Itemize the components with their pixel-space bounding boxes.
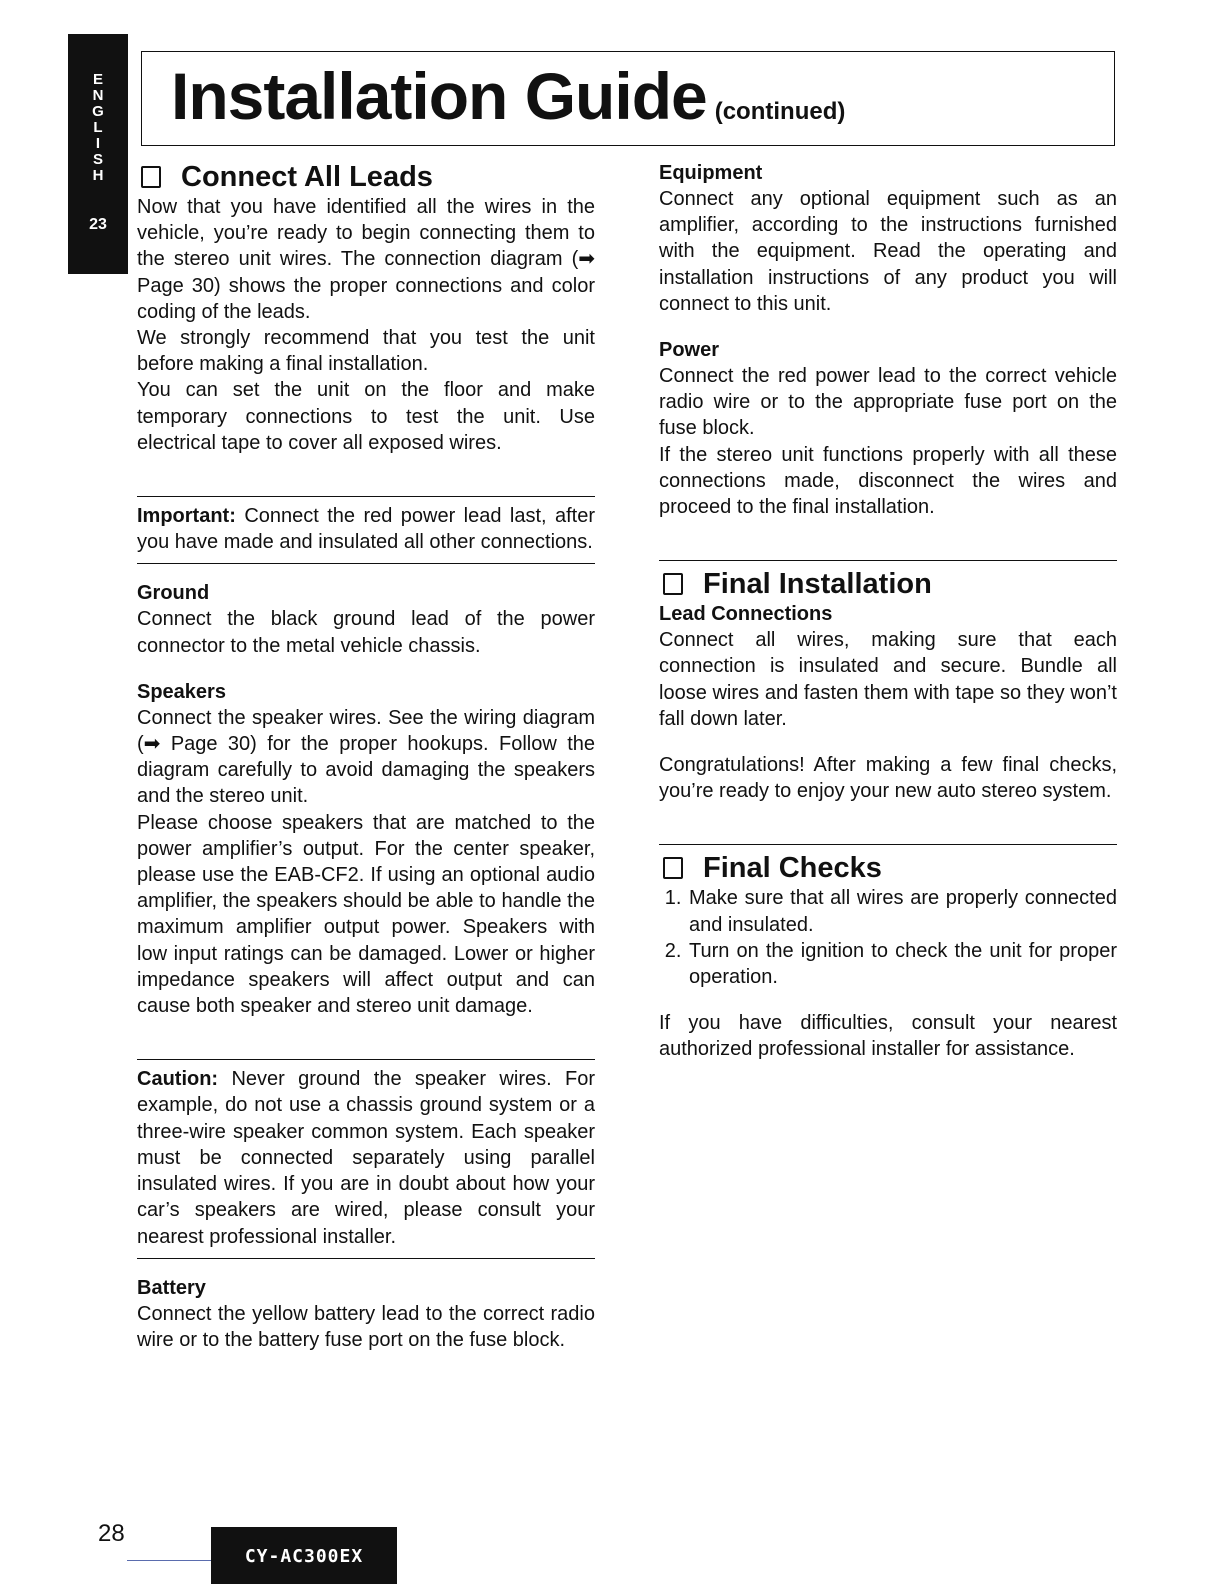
footer-line: [127, 1560, 213, 1561]
title-box: [141, 51, 1115, 146]
caution-text: Never ground the speaker wires. For example, do not use a chassis ground system or a three-wire speaker common system. Each speaker must be connected separately using parallel insulated wires. If you are in doubt about how your car’s speakers are wired, please consult your nearest professional installer.: [137, 1068, 596, 1248]
language-letter: S: [92, 151, 103, 168]
page-title: [171, 54, 845, 154]
paragraph: If you have difficulties, consult your nearest authorized professional installer for assistance.: [659, 1012, 1117, 1061]
divider: [137, 563, 595, 564]
checks-list: [659, 885, 1117, 990]
subheading-equipment: Equipment: [659, 162, 763, 184]
divider: [137, 496, 595, 497]
language-letter: L: [93, 119, 103, 136]
section-heading-final-installation: [659, 567, 1117, 601]
section-heading-connect-all-leads: [137, 160, 595, 194]
section-heading-final-checks: [659, 851, 1117, 885]
important-note: [137, 503, 595, 555]
page-number: 28: [98, 1520, 125, 1547]
important-text: Connect the red power lead last, after you have made and insulated all other connections.: [137, 505, 595, 554]
paragraph: Connect the yellow battery lead to the correct radio wire or to the battery fuse port on the fuse block.: [137, 1302, 595, 1351]
divider: [137, 1059, 595, 1060]
checkbox-icon: [663, 573, 683, 595]
paragraph: You can set the unit on the floor and make temporary connections to test the unit. Use electrical tape to cover all exposed wires.: [137, 379, 595, 454]
left-column: [137, 160, 595, 1353]
paragraph: Now that you have identified all the wires in the vehicle, you’re ready to begin connecting them to the stereo unit wires. The connection diagram (➡ Page 30) shows the proper connections and color coding of the leads.: [137, 196, 595, 323]
section-heading-text: Final Checks: [703, 852, 882, 885]
subheading-battery: Battery: [137, 1276, 206, 1299]
section-heading-text: Final Installation: [703, 568, 932, 601]
paragraph: Connect the black ground lead of the power connector to the metal vehicle chassis.: [137, 608, 595, 657]
important-label: Important:: [137, 505, 236, 528]
paragraph: Congratulations! After making a few final checks, you’re ready to enjoy your new auto stereo system.: [659, 754, 1117, 803]
page-title-text: Installation Guide: [171, 59, 707, 133]
right-column: [659, 160, 1117, 1063]
paragraph: We strongly recommend that you test the unit before making a final installation.: [137, 327, 595, 376]
model-badge: CY-AC300EX: [211, 1527, 397, 1584]
paragraph: Connect the red power lead to the correct vehicle radio wire or to the appropriate fuse port on the fuse block.: [659, 365, 1117, 440]
language-letter: I: [95, 135, 101, 152]
language-letters: [68, 72, 128, 184]
paragraph: Connect the speaker wires. See the wiring diagram (➡ Page 30) for the proper hookups. Follow the diagram carefully to avoid damaging the speakers and the stereo unit.: [137, 706, 595, 808]
section-number: 23: [89, 216, 107, 233]
caution-label: Caution:: [137, 1068, 219, 1091]
subheading-power: Power: [659, 339, 720, 362]
language-letter: G: [92, 103, 104, 120]
page-subtitle: (continued): [714, 98, 846, 125]
language-tab: [68, 34, 128, 274]
divider: [659, 560, 1117, 561]
list-item: 1. Make sure that all wires are properly connected and insulated.: [687, 885, 1117, 937]
paragraph: Connect all wires, making sure that each connection is insulated and secure. Bundle all loose wires and fasten them with tape so they won’t fall down later.: [659, 629, 1117, 730]
divider: [659, 844, 1117, 845]
section-heading-text: Connect All Leads: [181, 161, 433, 193]
language-letter: E: [92, 71, 103, 88]
subheading-lead-connections: Lead Connections: [659, 603, 833, 626]
subheading-speakers: Speakers: [137, 680, 226, 703]
paragraph: Please choose speakers that are matched to the power amplifier’s output. For the center speaker, please use the EAB-CF2. If using an optional audio amplifier, the speakers should be able to handle the maximum amplifier output power. Speakers with low input ratings can be damaged. Lower or higher impedance speakers will affect output and can cause both speaker and stereo unit damage.: [137, 811, 595, 1018]
divider: [137, 1258, 595, 1259]
caution-note: [137, 1066, 595, 1249]
list-item: 2. Turn on the ignition to check the unit for proper operation.: [687, 938, 1117, 990]
subheading-ground: Ground: [137, 582, 210, 605]
checkbox-icon: [663, 857, 683, 879]
language-letter: H: [92, 167, 104, 184]
language-letter: N: [92, 87, 104, 104]
paragraph: Connect any optional equipment such as an amplifier, according to the instructions furnished with the equipment. Read the operating and installation instructions of any product you will connect to this unit.: [659, 188, 1117, 315]
checkbox-icon: [141, 166, 161, 188]
paragraph: If the stereo unit functions properly with all these connections made, disconnect the wires and proceed to the final installation.: [659, 443, 1117, 519]
